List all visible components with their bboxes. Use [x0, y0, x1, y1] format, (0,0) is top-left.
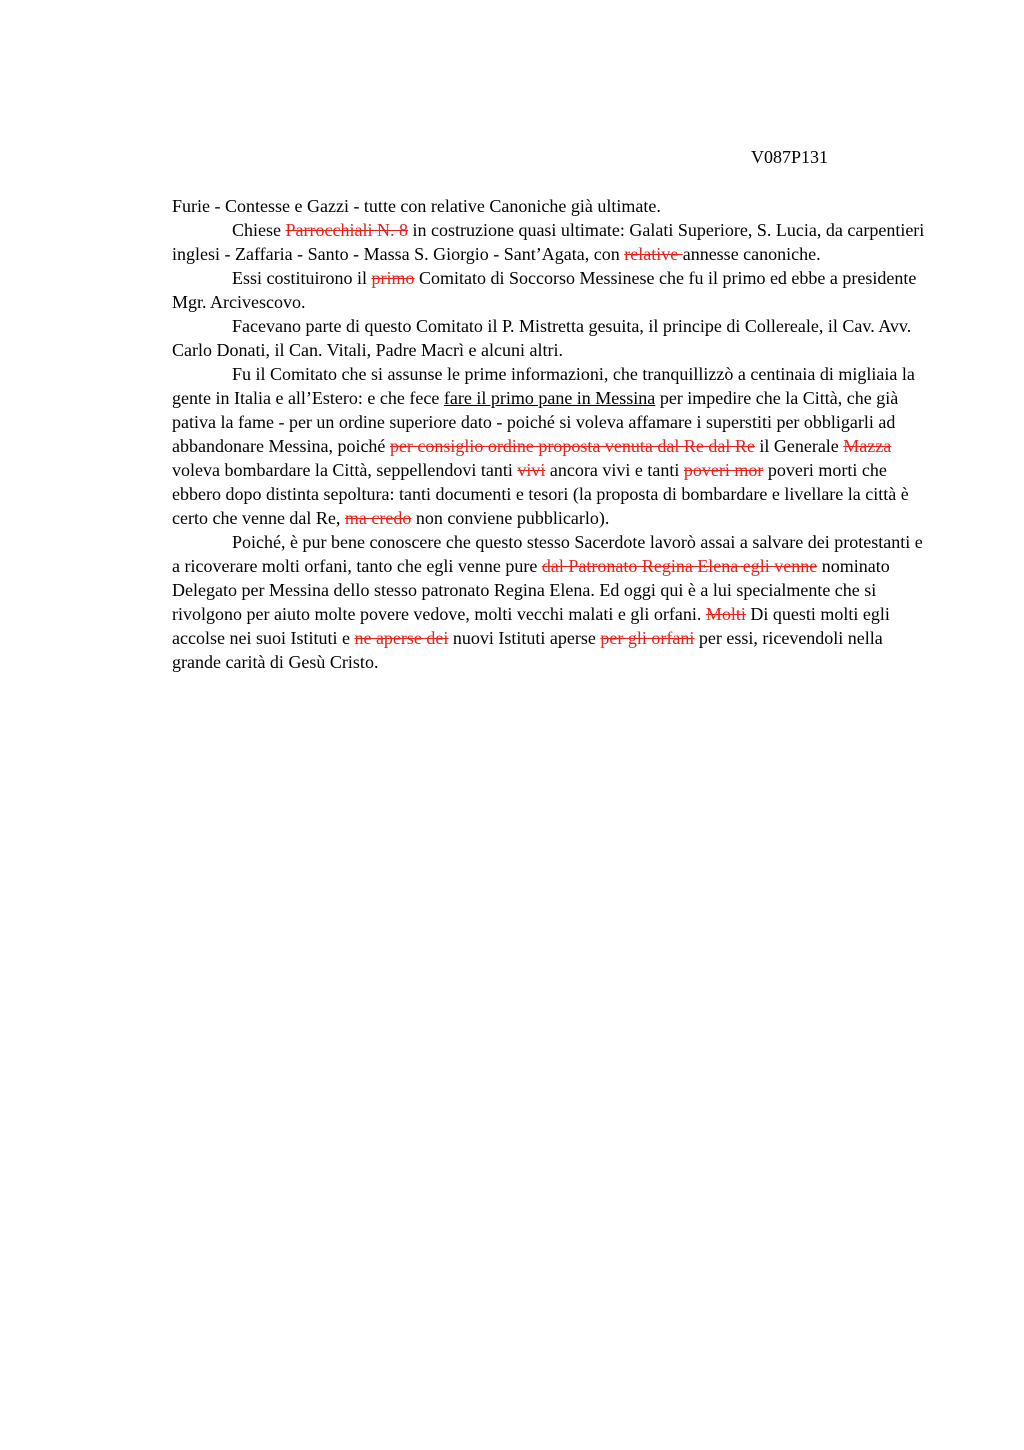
- text-segment: Facevano parte di questo Comitato il P. Mistretta gesuita, il principe di Collereale, il Cav. Avv. Carlo Donati, il Can. Vitali, Padre Macrì e alcuni altri.: [172, 316, 912, 360]
- text-segment: per impedire che la Città, che già pativa la fame - per un ordine superiore dato - poiché si voleva affamare i superstiti per obbligarli ad abbandonare Messina, poiché: [172, 388, 899, 456]
- deleted-text: ne aperse dei: [354, 628, 449, 648]
- text-segment: non conviene pubblicarlo).: [411, 508, 610, 528]
- text-segment: il Generale: [754, 436, 844, 456]
- text-segment: Essi costituirono il: [232, 268, 372, 288]
- document-body: [172, 194, 932, 674]
- text-segment: Chiese: [232, 220, 286, 240]
- paragraph: [172, 362, 932, 530]
- paragraph: [172, 530, 932, 674]
- text-segment: annesse canoniche.: [682, 244, 821, 264]
- paragraph: [172, 314, 932, 362]
- text-segment: ancora vivi e tanti: [545, 460, 684, 480]
- paragraph: [172, 194, 932, 218]
- text-segment: per essi, ricevendoli nella grande carità di Gesù Cristo.: [172, 628, 883, 672]
- deleted-text: per gli orfani: [600, 628, 695, 648]
- deleted-text: dal Patronato Regina Elena egli venne: [541, 556, 818, 576]
- text-segment: poveri morti che ebbero dopo distinta sepoltura: tanti documenti e tesori (la proposta di bombardare e livellare la città è certo che venne dal Re,: [172, 460, 909, 528]
- text-segment: Comitato di Soccorso Messinese che fu il primo ed ebbe a presidente Mgr. Arcivescovo.: [172, 268, 917, 312]
- deleted-text: ma credo: [344, 508, 412, 528]
- text-segment: voleva bombardare la Città, seppellendovi tanti: [172, 460, 518, 480]
- page-code: V087P131: [751, 147, 829, 167]
- paragraph: [172, 218, 932, 266]
- text-segment: Di questi molti egli accolse nei suoi Istituti e: [172, 604, 890, 648]
- deleted-text: relative: [624, 244, 683, 264]
- deleted-text: poveri mor: [683, 460, 764, 480]
- deleted-text: per consiglio ordine proposta venuta dal Re dal Re: [389, 436, 755, 456]
- text-segment: in costruzione quasi ultimate: Galati Superiore, S. Lucia, da carpentieri inglesi - Zaffaria - Santo - Massa S. Giorgio - Sant’Agata, con: [172, 220, 925, 264]
- underlined-text: fare il primo pane in Messina: [443, 388, 656, 408]
- text-segment: Furie - Contesse e Gazzi - tutte con relative Canoniche già ultimate.: [172, 196, 661, 216]
- deleted-text: Mazza: [843, 436, 892, 456]
- paragraph: [172, 266, 932, 314]
- text-segment: Poiché, è pur bene conoscere che questo stesso Sacerdote lavorò assai a salvare dei protestanti e a ricoverare molti orfani, tanto che egli venne pure: [172, 532, 923, 576]
- text-segment: nuovi Istituti aperse: [448, 628, 601, 648]
- text-segment: nominato Delegato per Messina dello stesso patronato Regina Elena. Ed oggi qui è a lui specialmente che si rivolgono per aiuto molte povere vedove, molti vecchi malati e gli orfani.: [172, 556, 890, 624]
- deleted-text: vivi: [517, 460, 546, 480]
- deleted-text: primo: [371, 268, 415, 288]
- deleted-text: Molti: [705, 604, 746, 624]
- deleted-text: Parrocchiali N. 8: [285, 220, 408, 240]
- text-segment: Fu il Comitato che si assunse le prime informazioni, che tranquillizzò a centinaia di migliaia la gente in Italia e all’Estero: e che fece: [172, 364, 915, 408]
